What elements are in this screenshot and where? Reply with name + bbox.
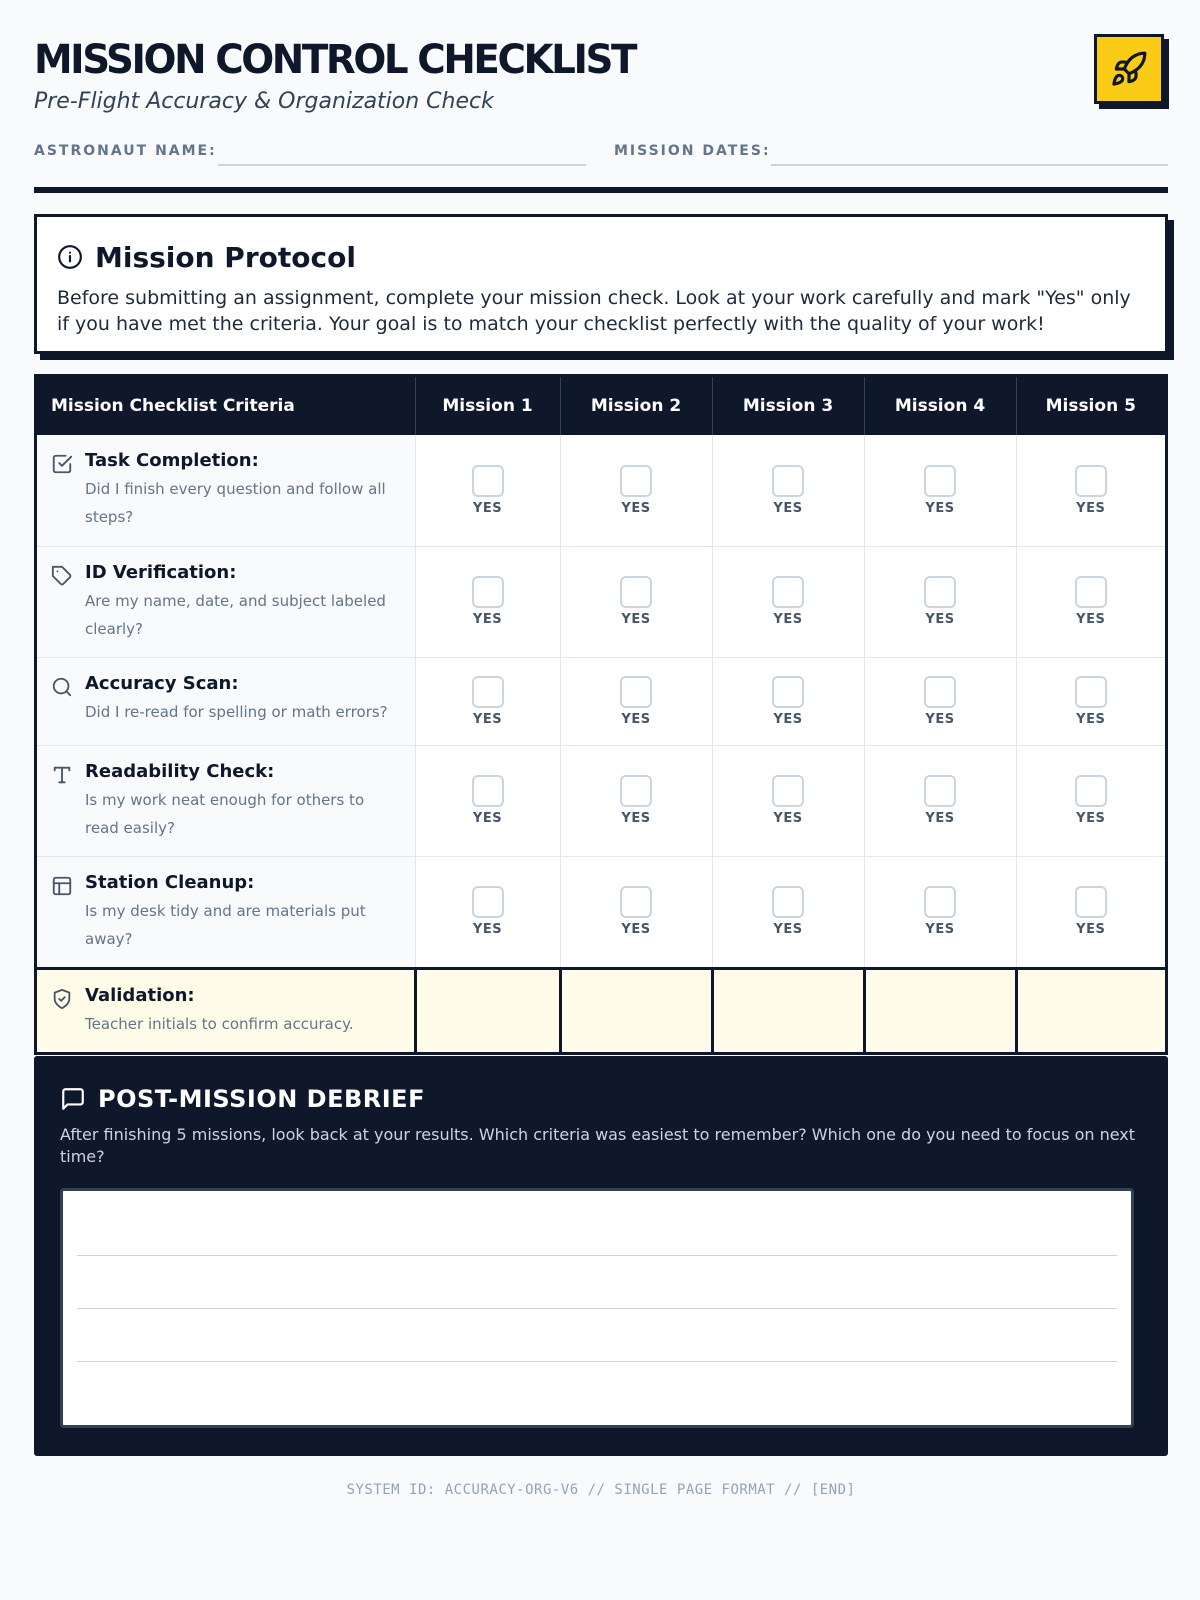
mission-3-header: Mission 3 [712,377,864,435]
yes-label: YES [925,811,955,826]
initials-cell[interactable] [712,968,864,1052]
yes-label: YES [773,711,803,727]
writing-line [77,1361,1117,1362]
astronaut-name-label: ASTRONAUT NAME: [34,143,217,159]
layout-icon [51,875,73,897]
shield-check-icon [51,988,73,1010]
checkbox[interactable] [472,775,504,807]
yes-label: YES [925,612,955,627]
checkbox[interactable] [1075,676,1107,708]
yes-label: YES [925,922,955,937]
debrief-writing-area[interactable] [60,1188,1134,1428]
tag-icon [51,565,73,587]
validation-title: Validation: [85,984,195,1006]
criterion-cell [37,546,415,657]
criterion-cell [37,435,415,546]
criterion-description: Are my name, date, and subject labeled clearly? [85,591,386,638]
yes-label: YES [472,922,503,937]
criterion-title: Task Completion: [85,450,259,471]
checkbox[interactable] [472,576,504,608]
mission-dates-label: MISSION DATES: [614,143,771,159]
yes-label: YES [773,922,803,937]
criterion-title: Accuracy Scan: [85,672,239,694]
protocol-title: Mission Protocol [95,240,356,274]
search-icon [51,676,73,698]
criterion-description: Is my work neat enough for others to read easily? [85,790,365,837]
checkbox[interactable] [472,465,504,497]
debrief-panel [34,1056,1168,1456]
validation-row [37,968,1165,1052]
yes-label: YES [1076,811,1106,826]
checkbox[interactable] [772,775,804,807]
initials-cell[interactable] [864,968,1016,1052]
yes-label: YES [621,922,651,937]
checkbox[interactable] [1075,576,1107,608]
checkbox[interactable] [772,576,804,608]
checkbox[interactable] [1075,886,1107,918]
criterion-cell [37,745,415,856]
debrief-title: POST-MISSION DEBRIEF [98,1085,425,1113]
checkbox[interactable] [472,886,504,918]
mission-2-header: Mission 2 [560,377,712,435]
yes-label: YES [773,500,803,516]
table-row [37,435,1165,546]
checkbox[interactable] [620,775,652,807]
info-icon [57,244,83,270]
mission-4-header: Mission 4 [864,377,1016,435]
checkbox[interactable] [620,676,652,708]
initials-cell[interactable] [415,968,560,1052]
protocol-card [34,214,1168,354]
checklist-table [34,374,1168,1055]
rocket-badge [1094,34,1164,104]
checkbox[interactable] [772,465,804,497]
checkbox[interactable] [772,676,804,708]
writing-line [77,1308,1117,1309]
yes-label: YES [472,811,503,826]
checkbox[interactable] [924,775,956,807]
criterion-cell [37,657,415,745]
checkbox[interactable] [620,886,652,918]
checkbox[interactable] [1075,465,1107,497]
criteria-column-header: Mission Checklist Criteria [37,377,415,435]
criterion-description: Did I finish every question and follow all steps? [85,480,386,526]
mission-1-header: Mission 1 [415,377,560,435]
criterion-title: ID Verification: [85,561,237,583]
mission-5-header: Mission 5 [1016,377,1165,435]
yes-label: YES [1076,500,1106,516]
yes-label: YES [773,811,803,826]
checkbox[interactable] [620,576,652,608]
page-subtitle: Pre-Flight Accuracy & Organization Check [34,89,494,114]
protocol-text: Before submitting an assignment, complete your mission check. Look at your work carefully and mark "Yes" only if you have met the criteria. Your goal is to match your checklist perfectly with the quality of your work! [57,287,1131,335]
table-row [37,745,1165,856]
criterion-cell [37,856,415,968]
yes-label: YES [472,711,503,727]
checkbox[interactable] [924,886,956,918]
criterion-title: Readability Check: [85,760,275,782]
mission-dates-field[interactable] [771,164,1168,166]
text-type-icon [51,764,73,786]
table-header-row [37,377,1165,435]
yes-label: YES [773,612,803,627]
footer-system-id: SYSTEM ID: ACCURACY-ORG-V6 // SINGLE PAGE FORMAT // [END] [346,1482,856,1498]
yes-label: YES [621,612,651,627]
writing-line [77,1255,1117,1256]
yes-label: YES [621,711,651,727]
validation-description: Teacher initials to confirm accuracy. [85,1014,354,1033]
header [34,0,1168,200]
criterion-description: Did I re-read for spelling or math errors? [85,702,388,721]
yes-label: YES [925,711,955,727]
criterion-description: Is my desk tidy and are materials put away? [85,901,366,948]
yes-label: YES [621,500,651,516]
checkbox[interactable] [472,676,504,708]
yes-label: YES [1076,612,1106,627]
table-row [37,657,1165,745]
checkbox[interactable] [924,676,956,708]
table-row [37,546,1165,657]
validation-cell [37,968,415,1052]
yes-label: YES [472,500,503,516]
table-row [37,856,1165,968]
rocket-icon [1110,50,1148,88]
page-title: MISSION CONTROL CHECKLIST [34,37,636,83]
checkbox[interactable] [924,576,956,608]
yes-label: YES [472,612,503,627]
header-divider [34,187,1168,193]
checkbox[interactable] [620,465,652,497]
checkbox-icon [51,453,73,475]
message-square-icon [60,1086,86,1112]
criterion-title: Station Cleanup: [85,871,255,893]
debrief-prompt: After finishing 5 missions, look back at your results. Which criteria was easiest to remember? Which one do you need to focus on next time? [60,1125,1136,1166]
yes-label: YES [1076,922,1106,937]
checkbox[interactable] [772,886,804,918]
checkbox[interactable] [924,465,956,497]
checkbox[interactable] [1075,775,1107,807]
yes-label: YES [621,811,651,826]
yes-label: YES [925,500,955,516]
initials-cell[interactable] [1016,968,1165,1052]
astronaut-name-field[interactable] [218,164,586,166]
yes-label: YES [1076,711,1106,727]
initials-cell[interactable] [560,968,712,1052]
